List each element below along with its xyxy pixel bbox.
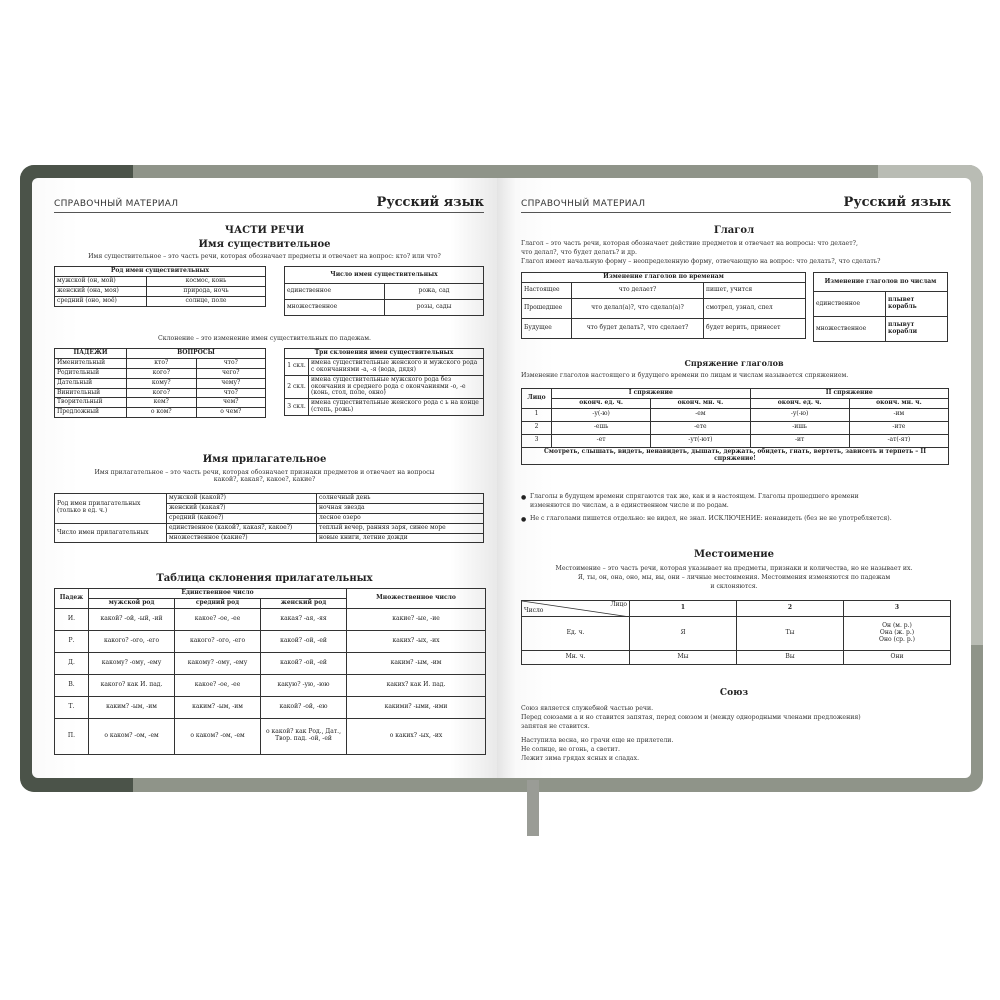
table-cell: какую? -ую, -юю: [261, 674, 347, 696]
table-cell: будет верить, принесет: [704, 318, 806, 338]
table-row: [522, 408, 949, 421]
table-cell: какого? как И. пад.: [89, 674, 175, 696]
table-cell: каких? как И. пад.: [347, 674, 486, 696]
conjunction-text-1: Союз является служебной частью речи.: [521, 705, 654, 712]
table-cell: -ет: [552, 434, 651, 447]
table-header-cell: ВОПРОСЫ: [127, 349, 266, 359]
table-cell: о каком? -ом, -ем: [89, 718, 175, 754]
table-header-cell: оконч. мн. ч.: [651, 398, 750, 408]
table-cell: кого?: [127, 368, 197, 378]
table-row: [522, 434, 949, 447]
verb-number-table: [813, 272, 948, 342]
pronoun-definition-2: Я, ты, он, она, оно, мы, вы, они – личные местоимения. Местоимения изменяются по падежам: [577, 574, 891, 581]
table-cell: каким? -ым, -им: [89, 696, 175, 718]
table-cell: каким? -ым, -им: [175, 696, 261, 718]
left-page: [32, 178, 497, 778]
table-row: [55, 630, 486, 652]
table-row: [285, 358, 484, 375]
table-cell: Вы: [737, 651, 844, 665]
verb-note-1b: изменяются по числам, а в единственном числе и по родам.: [530, 502, 729, 509]
table-row: [55, 608, 486, 630]
table-header-cell: Лицо: [522, 389, 552, 409]
table-cell: рожа, сад: [385, 284, 484, 300]
table-cell: мужской (он, мой): [55, 276, 147, 286]
conjugation-title: Спряжение глаголов: [684, 358, 784, 368]
table-cell: лесное озеро: [317, 513, 484, 523]
table-row: [55, 388, 266, 398]
table-header-cell: II спряжение: [750, 389, 949, 399]
table-cell: Дательный: [55, 378, 127, 388]
adjective-declension-table: [54, 588, 486, 755]
table-cell: множественное (какие?): [167, 533, 317, 543]
bullet-icon: ●: [521, 494, 527, 501]
table-cell: кому?: [127, 378, 197, 388]
noun-title: Имя существительное: [198, 239, 331, 250]
table-cell: о какой? как Род., Дат., Твор. пад. -ой, -ей: [261, 718, 347, 754]
table-cell: чему?: [196, 378, 266, 388]
table-cell: имена существительные женского рода с ь на конце (степь, рожь): [309, 399, 484, 416]
table-cell: Винительный: [55, 388, 127, 398]
table-cell: 1: [630, 601, 737, 617]
noun-definition: Имя существительное – это часть речи, которая обозначает предметы и отвечает на вопрос: кто? или что?: [88, 253, 441, 260]
adjective-declension-title: Таблица склонения прилагательных: [156, 573, 373, 584]
diagonal-header-cell: Число Лицо: [522, 601, 630, 617]
table-cell: кого?: [127, 388, 197, 398]
page-header: [54, 192, 484, 213]
table-cell: -ишь: [750, 421, 849, 434]
table-cell: Родительный: [55, 368, 127, 378]
conjugation-table: [521, 388, 949, 465]
table-header-cell: средний род: [175, 598, 261, 608]
table-cell: ночная звезда: [317, 503, 484, 513]
table-cell: Р.: [55, 630, 89, 652]
table-cell: чего?: [196, 368, 266, 378]
table-cell: -ем: [651, 408, 750, 421]
table-cell: множественное: [285, 300, 385, 316]
table-header-cell: Единственное число: [89, 589, 347, 599]
table-header-cell: Число имен существительных: [285, 267, 484, 284]
table-cell: какое? -ое, -ее: [175, 608, 261, 630]
table-cell: Смотреть, слышать, видеть, ненавидеть, дышать, держать, обидеть, гнать, вертеть, зависеть и терпеть – II спряжение!: [522, 447, 949, 464]
subject-title: Русский язык: [843, 195, 951, 210]
table-cell: что?: [196, 358, 266, 368]
verb-definition-line2: что делал?, что будет делать? и др.: [521, 249, 637, 256]
table-header-cell: мужской род: [89, 598, 175, 608]
table-header-cell: ПАДЕЖИ: [55, 349, 127, 359]
table-cell: какого? -ого, -его: [89, 630, 175, 652]
table-cell: пишет, учится: [704, 282, 806, 298]
table-cell: -ите: [849, 421, 948, 434]
table-cell: Предложный: [55, 408, 127, 418]
table-cell: имена существительные женского и мужского рода с окончаниями -а, -я (вода, дядя): [309, 358, 484, 375]
table-cell: 1: [522, 408, 552, 421]
table-header-cell: Изменение глаголов по числам: [814, 273, 948, 292]
table-cell: 2: [737, 601, 844, 617]
table-row: [522, 282, 806, 298]
table-cell: Т.: [55, 696, 89, 718]
table-cell: Д.: [55, 652, 89, 674]
table-cell: Род имен прилагательных (только в ед. ч.): [55, 494, 167, 524]
subject-title: Русский язык: [376, 195, 484, 210]
table-row: [55, 523, 484, 533]
table-cell: Настоящее: [522, 282, 572, 298]
table-row: [522, 617, 951, 651]
table-cell: космос, конь: [147, 276, 266, 286]
cases-table: [54, 348, 266, 418]
table-cell: что?: [196, 388, 266, 398]
table-row: [522, 421, 949, 434]
adjective-title: Имя прилагательное: [202, 454, 327, 465]
table-cell: множественное: [814, 317, 886, 342]
table-header-cell: оконч. мн. ч.: [849, 398, 948, 408]
table-cell: кем?: [127, 398, 197, 408]
table-cell: что будет делать?, что сделает?: [572, 318, 704, 338]
table-row: [55, 494, 484, 504]
pronoun-definition-1: Местоимение – это часть речи, которая указывает на предметы, признаки и количества, но не называет их.: [555, 565, 913, 572]
table-row: [285, 300, 484, 316]
table-row: [522, 651, 951, 665]
table-cell: средний (оно, моё): [55, 296, 147, 306]
table-cell: солнечный день: [317, 494, 484, 504]
table-cell: розы, сады: [385, 300, 484, 316]
pronoun-table: [521, 600, 951, 665]
table-row: [285, 375, 484, 399]
table-cell: какой? -ой, -ей: [261, 630, 347, 652]
table-header-cell: женский род: [261, 598, 347, 608]
verb-definition-line1: Глагол – это часть речи, которая обозначает действие предметов и отвечает на вопросы: что делает?,: [521, 240, 858, 247]
table-row: [814, 292, 948, 317]
table-cell: В.: [55, 674, 89, 696]
verb-tense-table: [521, 272, 806, 339]
table-cell: Творительный: [55, 398, 127, 408]
table-cell: Прошедшее: [522, 298, 572, 318]
table-row: [55, 358, 266, 368]
table-cell: Именительный: [55, 358, 127, 368]
table-cell: смотрел, узнал, спел: [704, 298, 806, 318]
table-cell: имена существительные мужского рода без окончания и среднего рода с окончаниями -о, -е (конь, стол, поле, окно): [309, 375, 484, 399]
table-header-cell: оконч. ед. ч.: [750, 398, 849, 408]
table-cell: какого? -ого, -его: [175, 630, 261, 652]
table-cell: кто?: [127, 358, 197, 368]
table-row: [522, 447, 949, 464]
bookmark-ribbon[interactable]: [527, 780, 539, 836]
table-cell: мужской (какой?): [167, 494, 317, 504]
table-cell: Он (м. р.) Она (ж. р.) Оно (ср. р.): [844, 617, 951, 651]
table-row: [55, 286, 266, 296]
table-cell: какой? -ой, -ый, -ий: [89, 608, 175, 630]
table-cell: новые книги, летние дожди: [317, 533, 484, 543]
section-label: СПРАВОЧНЫЙ МАТЕРИАЛ: [521, 199, 646, 209]
table-cell: единственное: [814, 292, 886, 317]
table-cell: о чем?: [196, 408, 266, 418]
example-3: Лежит зима грядах ясных и сладах.: [521, 755, 640, 762]
table-row: [55, 398, 266, 408]
table-cell: -ешь: [552, 421, 651, 434]
table-cell: Я: [630, 617, 737, 651]
table-row: [55, 674, 486, 696]
pronoun-title: Местоимение: [694, 549, 774, 560]
noun-gender-table: [54, 266, 266, 307]
table-row: [285, 399, 484, 416]
table-row: [814, 317, 948, 342]
table-header-cell: I спряжение: [552, 389, 751, 399]
adjective-gender-number-table: [54, 493, 484, 543]
table-cell: -ут(-ют): [651, 434, 750, 447]
table-header-cell: Изменение глаголов по временам: [522, 273, 806, 283]
table-cell: Ты: [737, 617, 844, 651]
table-cell: -им: [849, 408, 948, 421]
table-cell: -у(-ю): [552, 408, 651, 421]
table-cell: какое? -ое, -ее: [175, 674, 261, 696]
table-cell: природа, ночь: [147, 286, 266, 296]
verb-title: Глагол: [713, 225, 755, 236]
pronoun-definition-3: и склоняются.: [710, 583, 758, 590]
conjunction-text-2: Перед союзами а и но ставится запятая, перед союзом и (между однородными членами предложения): [521, 714, 861, 721]
table-row: [522, 298, 806, 318]
table-cell: какими? -ыми, -ими: [347, 696, 486, 718]
table-cell: единственное (какой?, какая?, какое?): [167, 523, 317, 533]
table-cell: И.: [55, 608, 89, 630]
table-cell: 1 скл.: [285, 358, 309, 375]
table-cell: плывут корабли: [886, 317, 948, 342]
verb-definition-line3: Глагол имеет начальную форму – неопределенную форму, отвечающую на вопрос: что делать?, что сделать?: [521, 258, 881, 265]
conjugation-definition: Изменение глаголов настоящего и будущего времени по лицам и числам называется спряжением.: [521, 372, 849, 379]
bullet-icon: ●: [521, 516, 527, 523]
table-cell: единственное: [285, 284, 385, 300]
table-cell: Они: [844, 651, 951, 665]
table-cell: средний (какое?): [167, 513, 317, 523]
table-cell: каким? -ым, -им: [347, 652, 486, 674]
section-label: СПРАВОЧНЫЙ МАТЕРИАЛ: [54, 199, 179, 209]
table-cell: что делал(а)?, что сделал(а)?: [572, 298, 704, 318]
table-header-cell: Множественное число: [347, 589, 486, 609]
table-row: [285, 284, 484, 300]
table-cell: какому? -ому, -ему: [175, 652, 261, 674]
table-cell: какой? -ой, -ею: [261, 696, 347, 718]
parts-of-speech-title: ЧАСТИ РЕЧИ: [224, 225, 305, 236]
table-row: [55, 296, 266, 306]
table-row: [55, 652, 486, 674]
table-header: Род имен существительных: [55, 267, 266, 277]
declension-definition: Склонение – это изменение имен существительных по падежам.: [157, 335, 372, 342]
noun-number-table: [284, 266, 484, 316]
table-header-cell: Три склонения имен существительных: [285, 349, 484, 359]
table-row: [55, 378, 266, 388]
adjective-definition: Имя прилагательное – это часть речи, которая обозначает признаки предметов и отвечает на вопросы какой?, какая?, какое?, какие?: [94, 469, 435, 484]
table-cell: 3: [522, 434, 552, 447]
table-cell: -ат(-ят): [849, 434, 948, 447]
table-cell: женский (она, моя): [55, 286, 147, 296]
table-cell: -ит: [750, 434, 849, 447]
table-cell: 2 скл.: [285, 375, 309, 399]
table-row: [522, 318, 806, 338]
table-cell: Мы: [630, 651, 737, 665]
table-row: [55, 368, 266, 378]
table-cell: о каких? -ых, -их: [347, 718, 486, 754]
table-cell: какие? -ые, -ие: [347, 608, 486, 630]
table-cell: солнце, поле: [147, 296, 266, 306]
table-cell: 3 скл.: [285, 399, 309, 416]
table-row: [55, 718, 486, 754]
right-page: [497, 178, 971, 778]
table-cell: -у(-ю): [750, 408, 849, 421]
table-cell: о каком? -ом, -ем: [175, 718, 261, 754]
verb-note-2: Не с глаголами пишется отдельно: не видел, не знал. ИСКЛЮЧЕНИЕ: ненавидеть (без не не употребляется).: [530, 515, 892, 522]
table-header-cell: Падеж: [55, 589, 89, 609]
table-cell: какая? -ая, -яя: [261, 608, 347, 630]
table-cell: каких? -ых, -их: [347, 630, 486, 652]
conjunction-title: Союз: [719, 688, 749, 698]
table-cell: какой? -ой, -ей: [261, 652, 347, 674]
example-1: Наступила весна, но грачи еще не прилетели.: [521, 737, 674, 744]
conjunction-text-3: запятая не ставится.: [521, 723, 590, 730]
verb-note-1a: Глаголы в будущем времени спрягаются так же, как и в настоящем. Глаголы прошедшего времени: [530, 493, 859, 500]
table-header-cell: оконч. ед. ч.: [552, 398, 651, 408]
table-cell: какому? -ому, -ему: [89, 652, 175, 674]
table-cell: о ком?: [127, 408, 197, 418]
table-cell: П.: [55, 718, 89, 754]
table-cell: что делает?: [572, 282, 704, 298]
table-cell: -ете: [651, 421, 750, 434]
table-cell: Будущее: [522, 318, 572, 338]
table-cell: плывет корабль: [886, 292, 948, 317]
table-cell: 2: [522, 421, 552, 434]
table-cell: женский (какая?): [167, 503, 317, 513]
table-cell: чем?: [196, 398, 266, 408]
table-cell: 3: [844, 601, 951, 617]
example-2: Не солнце, не огонь, а светит.: [521, 746, 620, 753]
table-row: [55, 696, 486, 718]
table-cell: Ед. ч.: [522, 617, 630, 651]
page-header: [521, 192, 951, 213]
table-row: [55, 276, 266, 286]
table-cell: теплый вечер, ранняя заря, синее море: [317, 523, 484, 533]
table-row: [55, 408, 266, 418]
table-cell: Число имен прилагательных: [55, 523, 167, 543]
three-declensions-table: [284, 348, 484, 416]
table-cell: Мн. ч.: [522, 651, 630, 665]
